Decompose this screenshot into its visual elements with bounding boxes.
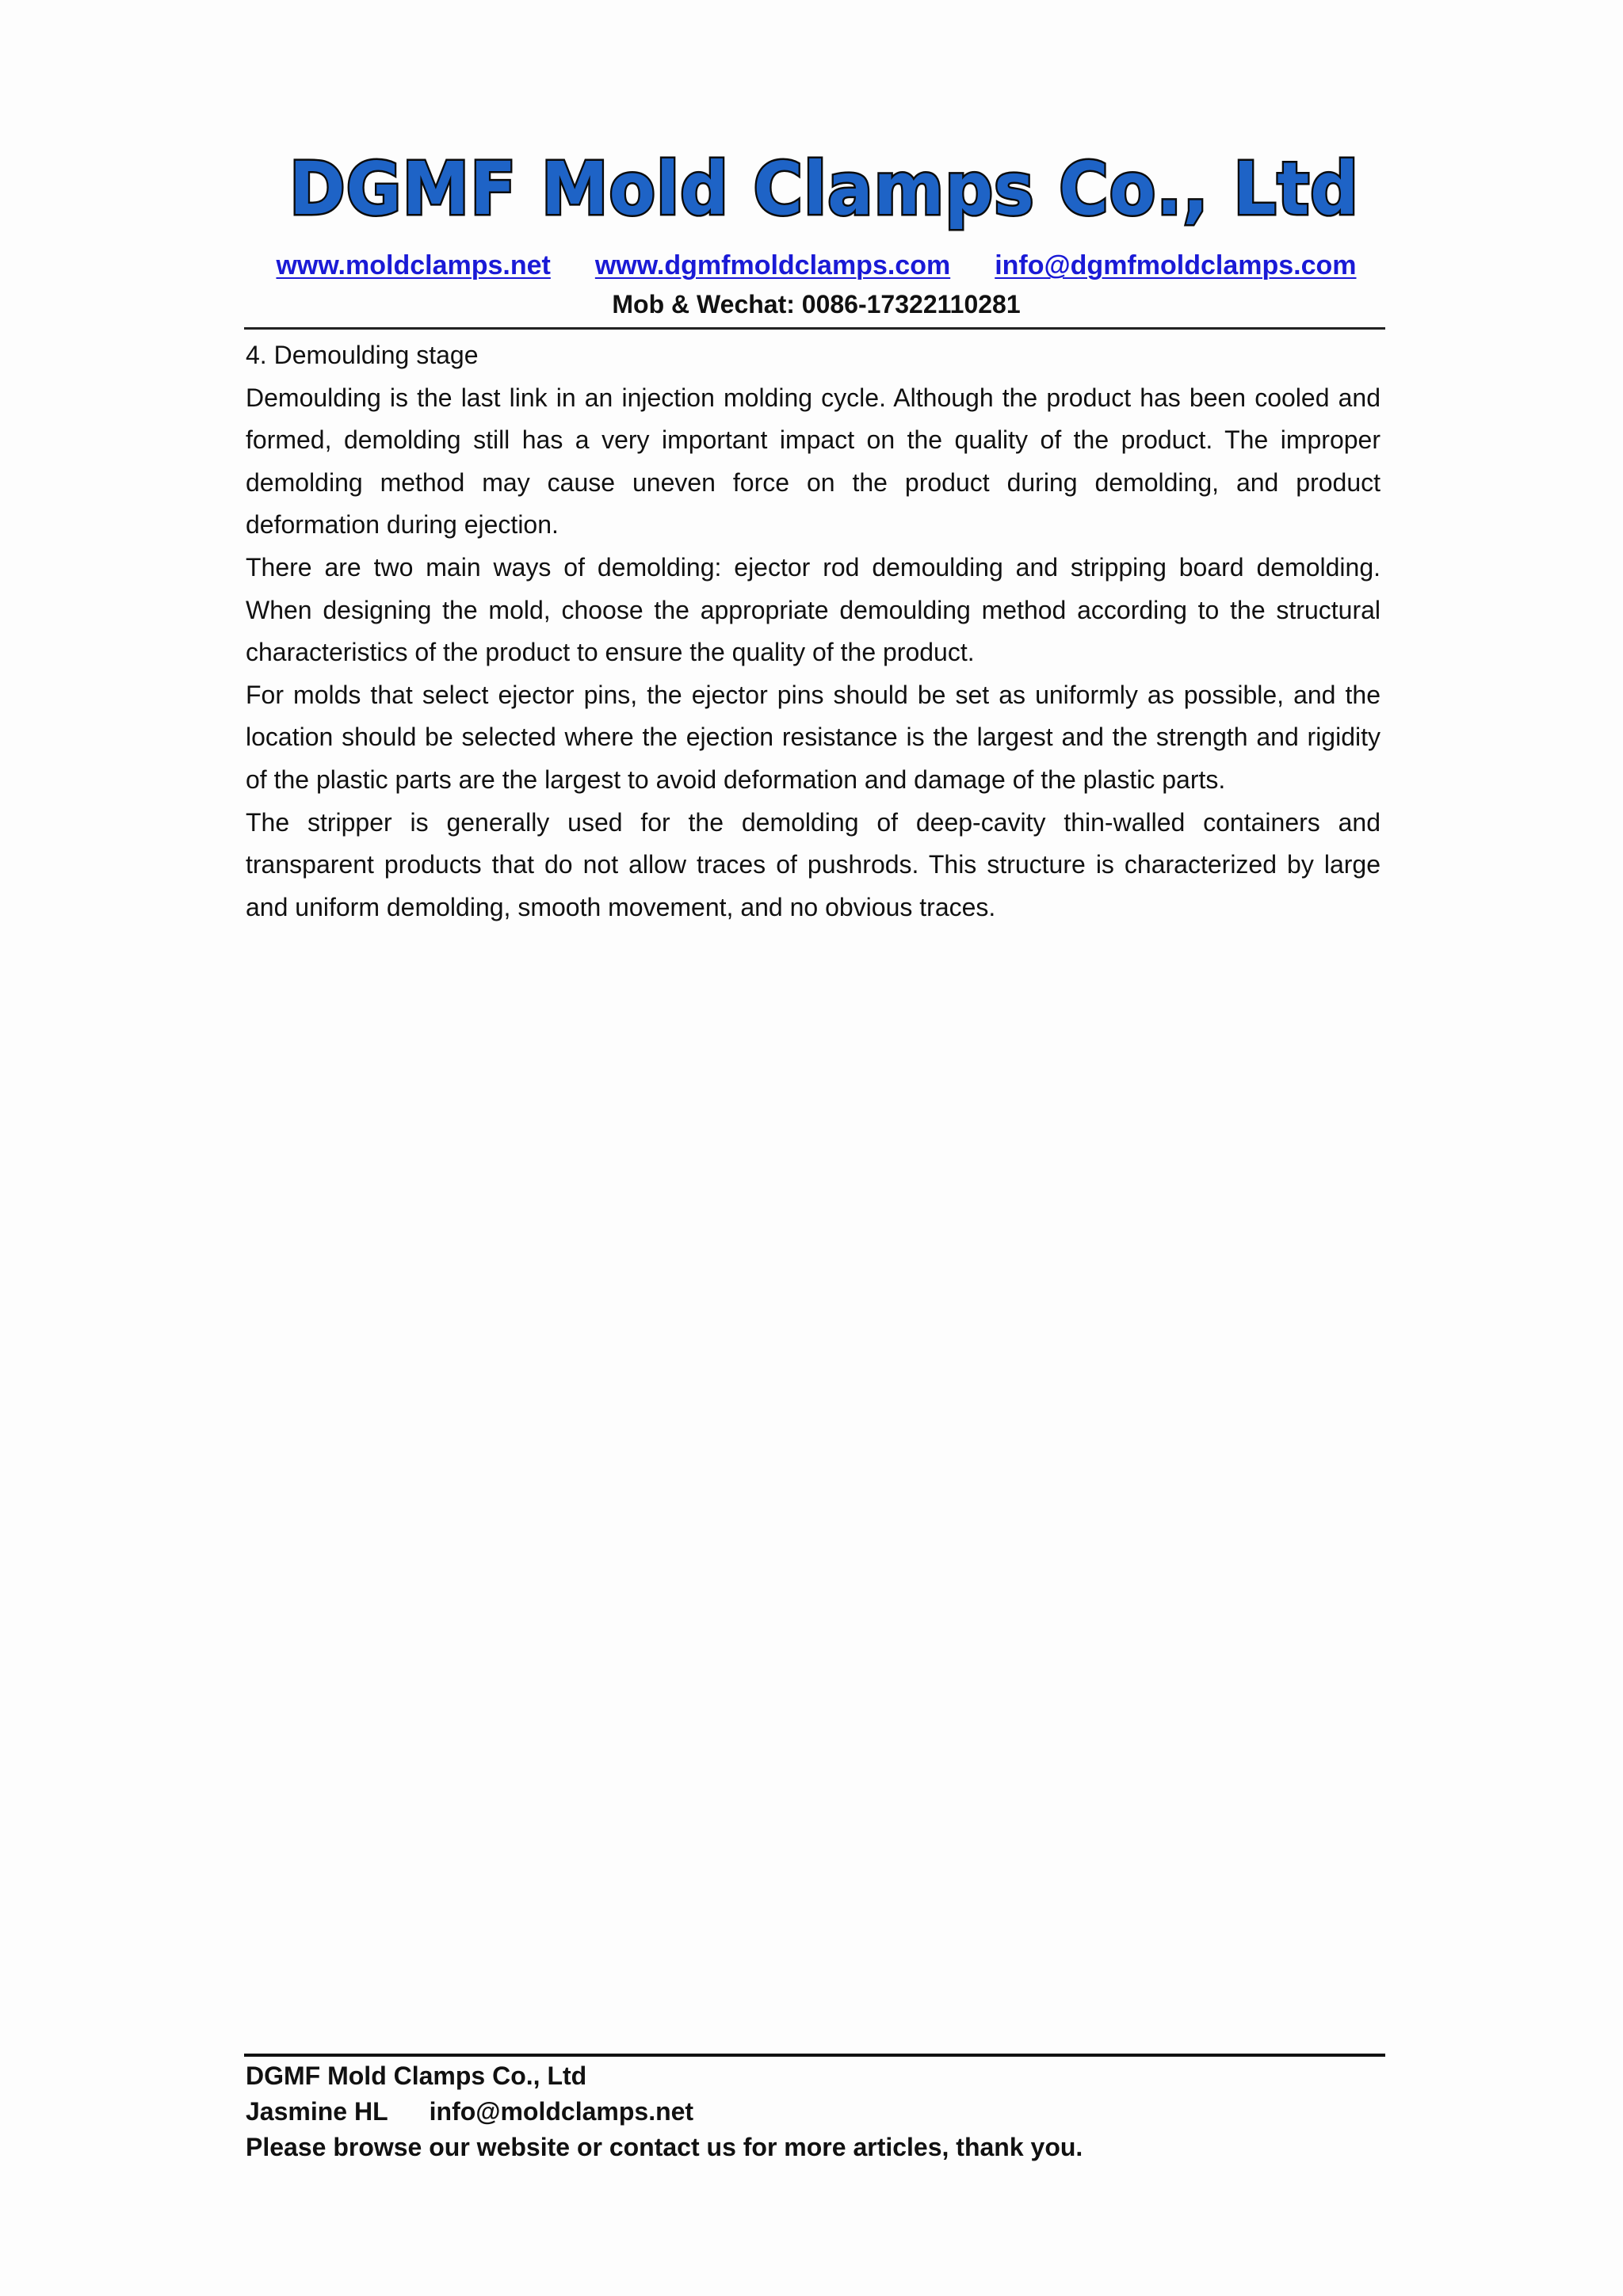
footer <box>246 2058 1381 2165</box>
article-body <box>246 334 1381 929</box>
footer-contact <box>246 2094 1381 2130</box>
footer-contact-name: Jasmine HL <box>246 2097 388 2126</box>
link-dgmfmoldclamps-com[interactable]: www.dgmfmoldclamps.com <box>594 250 951 280</box>
paragraph: Demoulding is the last link in an injection molding cycle. Although the product has been cooled and formed, demolding still has a very important impact on the quality of the product. The improper demolding method may cause uneven force on the product during demolding, and product deformation during ejection. <box>246 383 1381 540</box>
header-divider <box>244 327 1385 330</box>
footer-note: Please browse our website or contact us for more articles, thank you. <box>246 2133 1083 2161</box>
link-moldclamps-net[interactable]: www.moldclamps.net <box>276 250 551 280</box>
company-logo <box>285 141 1363 236</box>
paragraph: For molds that select ejector pins, the ejector pins should be set as uniformly as possible, and the location should be selected where the ejection resistance is the largest and the strength and rigidity of the plastic parts are the largest to avoid deformation and damage of the plastic parts. <box>246 680 1381 794</box>
footer-contact-email: info@moldclamps.net <box>429 2097 694 2126</box>
header-links <box>246 250 1387 281</box>
footer-divider <box>244 2054 1385 2057</box>
section-heading: 4. Demoulding stage <box>246 341 479 369</box>
link-info-email[interactable]: info@dgmfmoldclamps.com <box>995 250 1357 280</box>
paragraph: There are two main ways of demolding: ejector rod demoulding and stripping board demolding. When designing the mold, choose the appropriate demoulding method according to the structural characteristics of the product to ensure the quality of the product. <box>246 552 1381 667</box>
paragraph: The stripper is generally used for the demolding of deep-cavity thin-walled containers and transparent products that do not allow traces of pushrods. This structure is characterized by large and uniform demolding, smooth movement, and no obvious traces. <box>246 807 1381 921</box>
mob-wechat-line: Mob & Wechat: 0086-17322110281 <box>612 290 1021 318</box>
footer-company: DGMF Mold Clamps Co., Ltd <box>246 2061 587 2090</box>
logo-text: DGMF Mold Clamps Co., Ltd <box>289 147 1359 231</box>
